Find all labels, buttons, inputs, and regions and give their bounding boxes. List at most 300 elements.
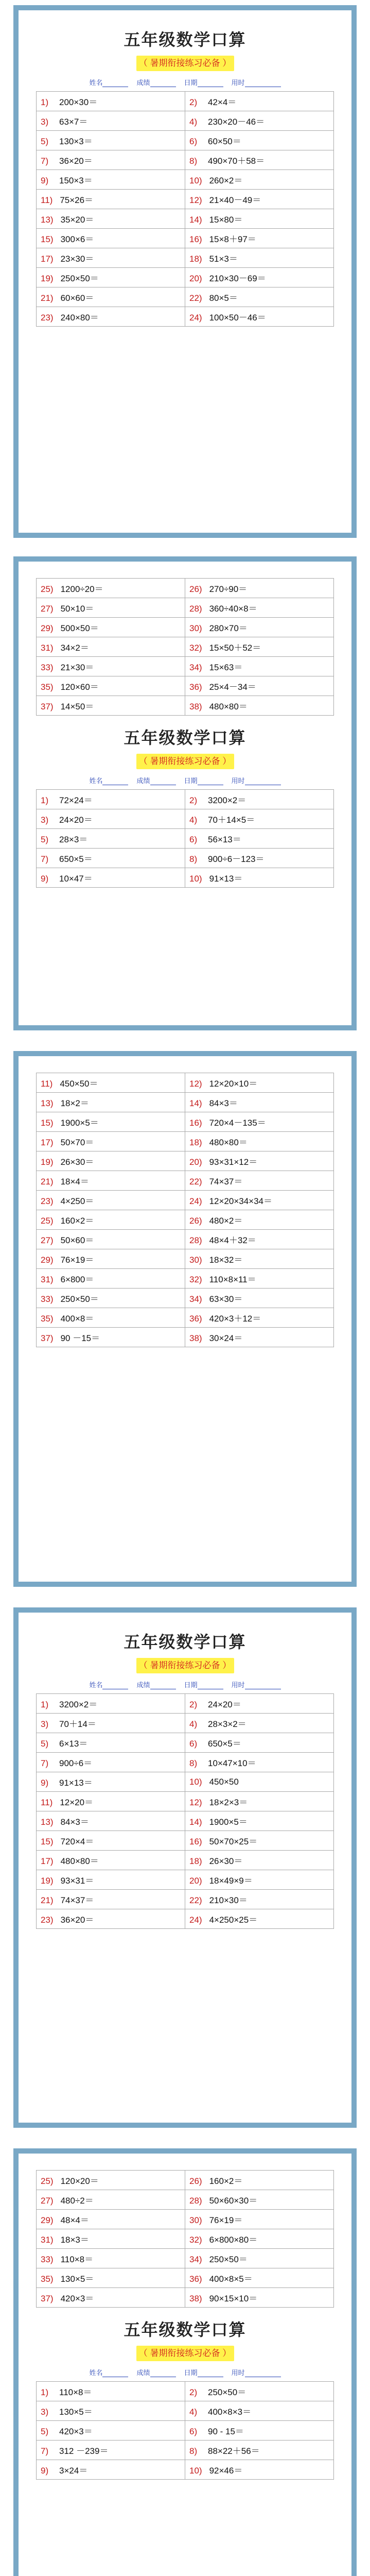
- date-label: 日期: [184, 1681, 198, 1689]
- table-row: [37, 676, 334, 696]
- problem-expression: 250×50＝: [60, 1294, 99, 1304]
- problem-cell: [185, 1792, 334, 1811]
- score-blank: [150, 1681, 176, 1689]
- problem-cell: [185, 287, 334, 307]
- problem-cell: [37, 2210, 185, 2229]
- problem-number: 1): [41, 97, 49, 107]
- problem-expression: 160×2＝: [209, 2176, 243, 2186]
- time-label: 用时: [231, 79, 245, 87]
- problem-expression: 270÷90＝: [209, 584, 248, 594]
- problem-cell: [185, 150, 334, 170]
- problem-expression: 120×60＝: [60, 682, 99, 692]
- worksheet-page: [13, 1607, 357, 2128]
- problem-cell: [37, 2249, 185, 2268]
- table-row: [37, 190, 334, 209]
- time-field: [232, 77, 281, 87]
- problem-table: [36, 578, 334, 716]
- problem-expression: 51×3＝: [209, 254, 238, 264]
- problem-number: 19): [41, 274, 54, 283]
- problem-cell: [185, 131, 334, 150]
- problem-number: 20): [189, 1157, 202, 1167]
- table-row: [37, 1831, 334, 1851]
- problem-expression: 88×22＋56＝: [208, 2446, 260, 2456]
- table-row: [37, 618, 334, 637]
- problem-expression: 35×20＝: [60, 215, 94, 225]
- problem-number: 23): [41, 1196, 54, 1206]
- problem-cell: [185, 676, 334, 696]
- problem-number: 31): [41, 1275, 54, 1284]
- problem-number: 25): [41, 584, 54, 594]
- problem-number: 30): [189, 1255, 202, 1265]
- problem-number: 35): [41, 1314, 54, 1324]
- date-field: [184, 77, 223, 87]
- problem-cell: [185, 1210, 334, 1230]
- problem-expression: 26×30＝: [209, 1856, 243, 1866]
- table-row: [37, 1870, 334, 1890]
- problem-expression: 6×800＝: [60, 1275, 94, 1284]
- table-row: [37, 1792, 334, 1811]
- problem-expression: 200×30＝: [59, 97, 98, 107]
- problem-number: 29): [41, 2215, 54, 2225]
- problem-expression: 720×4－135＝: [209, 1118, 266, 1128]
- problem-expression: 3200×2＝: [208, 795, 246, 805]
- problem-cell: [37, 1230, 185, 1249]
- name-blank: [102, 777, 128, 785]
- table-row: [37, 2229, 334, 2249]
- problem-cell: [185, 809, 334, 829]
- problem-expression: 21×40－49＝: [209, 195, 261, 205]
- name-label: 姓名: [89, 2369, 103, 2377]
- problem-expression: 50×60＝: [60, 1235, 94, 1245]
- table-row: [37, 657, 334, 676]
- problem-cell: [37, 1151, 185, 1171]
- problem-cell: [185, 268, 334, 287]
- date-label: 日期: [184, 2369, 198, 2377]
- problem-cell: [185, 1073, 334, 1093]
- problem-expression: 50×10＝: [60, 604, 94, 614]
- problem-expression: 74×37＝: [209, 1177, 243, 1187]
- problem-expression: 260×2＝: [209, 176, 243, 185]
- problem-cell: [185, 1870, 334, 1890]
- problem-cell: [185, 1289, 334, 1308]
- problem-cell: [185, 1811, 334, 1831]
- problem-expression: 110×8＝: [59, 2387, 92, 2397]
- problem-number: 19): [41, 1157, 54, 1167]
- problem-expression: 42×4＝: [208, 97, 237, 107]
- problem-expression: 15×63＝: [209, 663, 243, 672]
- problem-number: 23): [41, 1915, 54, 1925]
- table-row: [37, 2460, 334, 2480]
- problem-expression: 10×47＝: [59, 874, 93, 884]
- problem-number: 12): [189, 1079, 202, 1089]
- problem-number: 2): [189, 1700, 198, 1709]
- name-blank: [102, 79, 128, 87]
- problem-cell: [37, 1073, 185, 1093]
- problem-cell: [37, 248, 185, 268]
- problem-cell: [37, 1112, 185, 1132]
- problem-cell: [37, 1811, 185, 1831]
- problem-number: 3): [41, 1719, 49, 1729]
- name-blank: [102, 1681, 128, 1689]
- problem-expression: 91×13＝: [59, 1778, 93, 1788]
- problem-number: 31): [41, 643, 54, 653]
- problem-cell: [185, 868, 334, 888]
- problem-expression: 420×3＋12＝: [209, 1314, 261, 1324]
- table-row: [37, 637, 334, 657]
- problem-number: 28): [189, 604, 202, 614]
- problem-expression: 1200÷20＝: [60, 584, 103, 594]
- problem-expression: 240×80＝: [60, 313, 99, 323]
- problem-number: 3): [41, 815, 49, 825]
- worksheet-title: 五年级数学口算: [124, 1633, 246, 1651]
- problem-expression: 26×30＝: [60, 1157, 94, 1167]
- problem-expression: 60×60＝: [60, 293, 94, 303]
- page-content: [19, 1056, 351, 1347]
- table-row: [37, 1171, 334, 1191]
- problem-cell: [37, 1694, 185, 1714]
- problem-cell: [185, 1093, 334, 1112]
- problem-table: [36, 789, 334, 888]
- student-info-line: [36, 77, 334, 87]
- problem-number: 28): [189, 2196, 202, 2206]
- problem-expression: 3×24＝: [59, 2466, 88, 2476]
- table-row: [37, 849, 334, 868]
- problem-number: 3): [41, 2407, 49, 2417]
- problem-number: 10): [189, 874, 202, 884]
- problem-expression: 18×49×9＝: [209, 1876, 253, 1886]
- problem-cell: [37, 2229, 185, 2249]
- problem-cell: [37, 868, 185, 888]
- problem-cell: [185, 1191, 334, 1210]
- time-label: 用时: [231, 1681, 245, 1689]
- problem-cell: [37, 150, 185, 170]
- page-content: [19, 10, 351, 327]
- problem-cell: [37, 1753, 185, 1772]
- problem-number: 17): [41, 1856, 54, 1866]
- problem-expression: 110×8＝: [60, 2255, 94, 2264]
- problem-expression: 91×13＝: [209, 874, 243, 884]
- problem-number: 34): [189, 663, 202, 672]
- table-row: [37, 1733, 334, 1753]
- problem-number: 27): [41, 2196, 54, 2206]
- problem-cell: [37, 1733, 185, 1753]
- table-row: [37, 1210, 334, 1230]
- problem-table: [36, 1693, 334, 1929]
- problem-number: 7): [41, 2446, 49, 2456]
- problem-expression: 18×32＝: [209, 1255, 243, 1265]
- problem-cell: [37, 111, 185, 131]
- problem-table: [36, 91, 334, 327]
- problem-cell: [37, 809, 185, 829]
- problem-number: 11): [41, 1079, 53, 1089]
- problem-number: 16): [189, 234, 202, 244]
- problem-expression: 80×5＝: [209, 293, 238, 303]
- problem-expression: 28×3×2＝: [208, 1719, 246, 1729]
- problem-cell: [185, 307, 334, 327]
- problem-expression: 4×250＝: [60, 1196, 94, 1206]
- student-info-line: [36, 1680, 334, 1689]
- problem-expression: 450×50＝: [60, 1079, 98, 1089]
- problem-number: 28): [189, 1235, 202, 1245]
- problem-number: 6): [189, 835, 198, 844]
- score-blank: [150, 2369, 176, 2377]
- problem-number: 24): [189, 1196, 202, 1206]
- problem-expression: 210×30＝: [209, 1895, 248, 1905]
- problem-expression: 420×3＝: [60, 2294, 94, 2303]
- table-row: [37, 1073, 334, 1093]
- problem-cell: [185, 111, 334, 131]
- problem-cell: [185, 1269, 334, 1289]
- page-content: [19, 1613, 351, 1929]
- problem-number: 2): [189, 795, 198, 805]
- problem-expression: 130×3＝: [59, 137, 93, 146]
- problem-expression: 130×5＝: [60, 2274, 94, 2284]
- table-row: [37, 1151, 334, 1171]
- problem-expression: 15×80＝: [209, 215, 243, 225]
- problem-expression: 90 - 15＝: [208, 2427, 244, 2436]
- problem-number: 11): [41, 1798, 53, 1807]
- problem-number: 1): [41, 2387, 49, 2397]
- problem-cell: [37, 2190, 185, 2210]
- problem-expression: 650×5＝: [208, 1739, 241, 1749]
- table-row: [37, 1753, 334, 1772]
- problem-cell: [37, 1792, 185, 1811]
- problem-expression: 900÷6－123＝: [208, 854, 265, 864]
- problem-number: 22): [189, 1177, 202, 1187]
- score-field: [136, 775, 175, 785]
- table-row: [37, 1909, 334, 1929]
- problem-expression: 18×2×3＝: [209, 1798, 248, 1807]
- problem-number: 5): [41, 835, 49, 844]
- table-row: [37, 2249, 334, 2268]
- problem-cell: [185, 2229, 334, 2249]
- problem-cell: [37, 1870, 185, 1890]
- worksheet-page: [13, 5, 357, 538]
- problem-cell: [37, 849, 185, 868]
- problem-expression: 18×2＝: [60, 1098, 89, 1108]
- problem-number: 24): [189, 313, 202, 323]
- problem-number: 34): [189, 1294, 202, 1304]
- problem-cell: [185, 2268, 334, 2288]
- problem-number: 12): [189, 195, 202, 205]
- problem-expression: 63×30＝: [209, 1294, 243, 1304]
- problem-expression: 10×47×10＝: [208, 1758, 256, 1768]
- table-row: [37, 2288, 334, 2308]
- problem-number: 33): [41, 2255, 54, 2264]
- score-blank: [150, 777, 176, 785]
- problem-number: 26): [189, 2176, 202, 2186]
- problem-cell: [185, 1308, 334, 1328]
- problem-cell: [185, 1112, 334, 1132]
- problem-number: 16): [189, 1837, 202, 1846]
- problem-cell: [37, 1289, 185, 1308]
- name-label: 姓名: [89, 1681, 103, 1689]
- time-blank: [245, 79, 281, 87]
- problem-cell: [185, 1831, 334, 1851]
- problem-number: 35): [41, 2274, 54, 2284]
- problem-cell: [185, 209, 334, 229]
- problem-cell: [37, 307, 185, 327]
- score-label: 成绩: [136, 2369, 150, 2377]
- problem-number: 36): [189, 682, 202, 692]
- problem-cell: [37, 696, 185, 716]
- problem-expression: 36×20＝: [59, 156, 93, 166]
- table-row: [37, 2401, 334, 2421]
- problem-number: 8): [189, 2446, 198, 2456]
- problem-number: 10): [189, 176, 202, 185]
- table-row: [37, 1289, 334, 1308]
- problem-expression: 15×50＋52＝: [209, 643, 261, 653]
- problem-cell: [185, 2441, 334, 2460]
- problem-number: 20): [189, 1876, 202, 1886]
- problem-cell: [37, 131, 185, 150]
- problem-expression: 34×2＝: [60, 643, 89, 653]
- problem-number: 33): [41, 663, 54, 672]
- worksheet-title: 五年级数学口算: [124, 30, 246, 49]
- table-row: [37, 1112, 334, 1132]
- practice-banner: （ 暑期衔接练习必备 ）: [136, 1658, 234, 1673]
- problem-expression: 21×30＝: [60, 663, 94, 672]
- problem-cell: [37, 287, 185, 307]
- problem-cell: [37, 2288, 185, 2308]
- problem-expression: 76×19＝: [209, 2215, 243, 2225]
- problem-expression: 56×13＝: [208, 835, 241, 844]
- problem-expression: 74×37＝: [60, 1895, 94, 1905]
- problem-expression: 720×4＝: [60, 1837, 94, 1846]
- time-field: [232, 2367, 281, 2377]
- problem-cell: [185, 2210, 334, 2229]
- problem-number: 32): [189, 2235, 202, 2245]
- problem-number: 22): [189, 293, 202, 303]
- problem-expression: 23×30＝: [60, 254, 94, 264]
- problem-number: 35): [41, 682, 54, 692]
- problem-number: 4): [189, 1719, 198, 1729]
- problem-number: 31): [41, 2235, 54, 2245]
- problem-number: 37): [41, 1333, 54, 1343]
- problem-cell: [37, 1831, 185, 1851]
- problem-number: 6): [189, 137, 198, 146]
- problem-number: 4): [189, 815, 198, 825]
- problem-expression: 250×50＝: [208, 2387, 246, 2397]
- problem-number: 37): [41, 702, 54, 711]
- problem-number: 9): [41, 874, 49, 884]
- problem-cell: [185, 2190, 334, 2210]
- problem-expression: 900÷6＝: [59, 1758, 93, 1768]
- problem-expression: 210×30－69＝: [209, 274, 266, 283]
- table-row: [37, 868, 334, 888]
- problem-cell: [37, 170, 185, 190]
- problem-cell: [37, 1308, 185, 1328]
- problem-number: 23): [41, 313, 54, 323]
- problem-cell: [37, 2460, 185, 2480]
- name-field: [89, 2367, 128, 2377]
- problem-cell: [185, 1733, 334, 1753]
- score-label: 成绩: [136, 79, 150, 87]
- problem-number: 24): [189, 1915, 202, 1925]
- problem-expression: 24×20＝: [59, 815, 93, 825]
- problem-number: 27): [41, 1235, 54, 1245]
- problem-expression: 24×20＝: [208, 1700, 241, 1709]
- problem-number: 8): [189, 1758, 198, 1768]
- problem-number: 13): [41, 1098, 54, 1108]
- worksheet-page: [13, 2148, 357, 2576]
- problem-number: 36): [189, 2274, 202, 2284]
- problem-cell: [37, 1210, 185, 1230]
- problem-number: 18): [189, 254, 202, 264]
- table-row: [37, 307, 334, 327]
- table-row: [37, 150, 334, 170]
- problem-expression: 50×60×30＝: [209, 2196, 258, 2206]
- problem-cell: [185, 1694, 334, 1714]
- problem-expression: 480×80＝: [209, 1138, 248, 1147]
- table-row: [37, 111, 334, 131]
- problem-number: 34): [189, 2255, 202, 2264]
- score-blank: [150, 79, 176, 87]
- problem-cell: [37, 598, 185, 618]
- problem-number: 11): [41, 195, 53, 205]
- problem-cell: [185, 1890, 334, 1909]
- table-row: [37, 2441, 334, 2460]
- problem-number: 21): [41, 293, 54, 303]
- problem-number: 20): [189, 274, 202, 283]
- page-content: [19, 2154, 351, 2480]
- table-row: [37, 2210, 334, 2229]
- date-field: [184, 2367, 223, 2377]
- table-row: [37, 2268, 334, 2288]
- time-blank: [245, 1681, 281, 1689]
- problem-expression: 1900×5＝: [60, 1118, 99, 1128]
- score-field: [136, 77, 175, 87]
- table-row: [37, 1811, 334, 1831]
- problem-expression: 12×20×10＝: [209, 1079, 258, 1089]
- problem-cell: [185, 618, 334, 637]
- worksheet-page: [13, 556, 357, 1030]
- problem-cell: [185, 637, 334, 657]
- score-field: [136, 2367, 175, 2377]
- problem-cell: [185, 1909, 334, 1929]
- table-row: [37, 790, 334, 809]
- table-row: [37, 1308, 334, 1328]
- problem-cell: [185, 248, 334, 268]
- table-row: [37, 1230, 334, 1249]
- date-label: 日期: [184, 777, 198, 785]
- worksheet-page: [13, 1051, 357, 1587]
- problem-expression: 76×19＝: [60, 1255, 94, 1265]
- problem-expression: 75×26＝: [60, 195, 94, 205]
- problem-cell: [37, 618, 185, 637]
- problem-cell: [185, 657, 334, 676]
- problem-number: 25): [41, 1216, 54, 1226]
- problem-expression: 480÷2＝: [60, 2196, 94, 2206]
- name-label: 姓名: [89, 777, 103, 785]
- table-row: [37, 1132, 334, 1151]
- problem-expression: 420×3＝: [59, 2427, 93, 2436]
- problem-number: 6): [189, 1739, 198, 1749]
- problem-number: 27): [41, 604, 54, 614]
- problem-expression: 250×50＝: [60, 274, 99, 283]
- problem-expression: 12×20×34×34＝: [209, 1196, 272, 1206]
- table-row: [37, 809, 334, 829]
- problem-number: 5): [41, 2427, 49, 2436]
- problem-cell: [185, 790, 334, 809]
- table-row: [37, 1714, 334, 1733]
- problem-expression: 15×8＋97＝: [209, 234, 256, 244]
- problem-expression: 450×50: [209, 1776, 239, 1787]
- problem-number: 1): [41, 1700, 49, 1709]
- table-row: [37, 1772, 334, 1792]
- table-row: [37, 2190, 334, 2210]
- problem-cell: [185, 2288, 334, 2308]
